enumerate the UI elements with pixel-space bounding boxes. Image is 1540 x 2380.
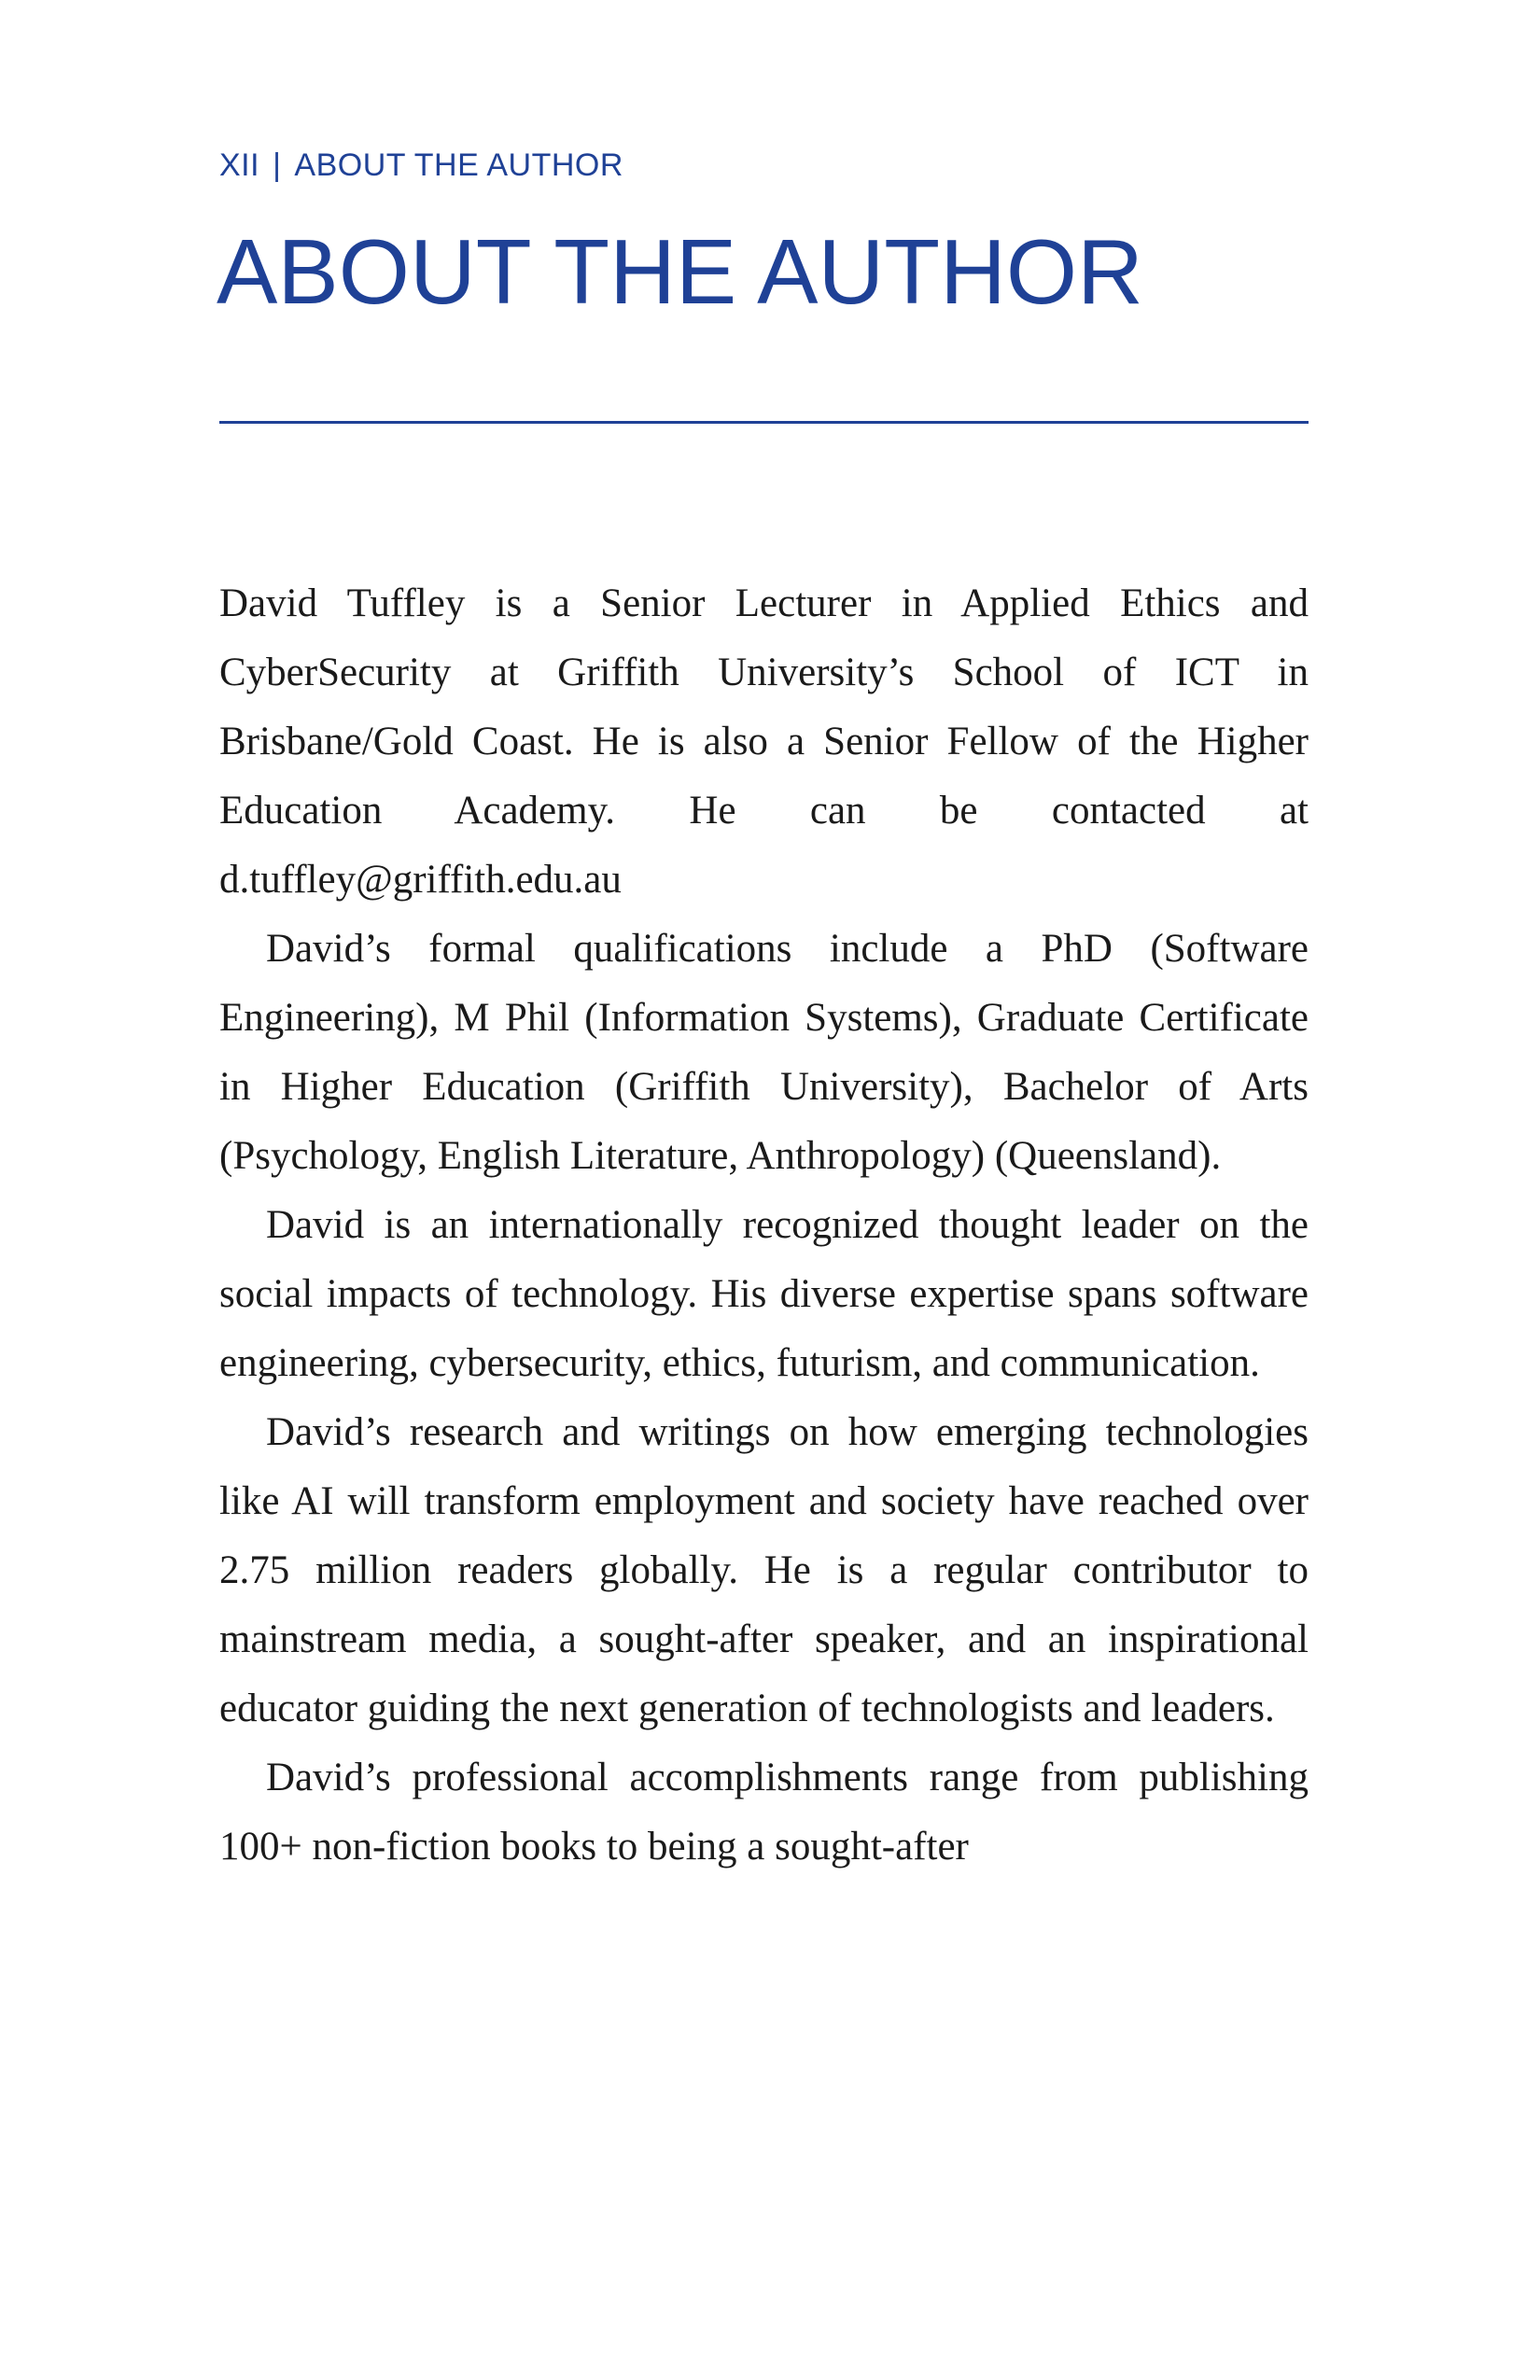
paragraph-4: David’s research and writings on how emerging technologies like AI will transform employment and society have reached over 2.75 million readers globally. He is a regular contributor to mainstream media, a sought-after speaker, and an inspirational educator guiding the next generation of technologists and leaders. xyxy=(219,1410,1309,1730)
chapter-title: ABOUT THE AUTHOR xyxy=(217,220,1143,323)
paragraph-5: David’s professional accomplishments range from publishing 100+ non-fiction books to being a sought-after xyxy=(219,1756,1309,1869)
running-head xyxy=(219,147,623,184)
title-divider xyxy=(219,421,1309,424)
paragraph-1: David Tuffley is a Senior Lecturer in Applied Ethics and CyberSecurity at Griffith University’s School of ICT in Brisbane/Gold Coast. He is also a Senior Fellow of the Higher Education Academy. He can be contacted at d.tuffley@griffith.edu.au xyxy=(219,581,1309,902)
running-head-separator: | xyxy=(273,147,282,183)
paragraph-2: David’s formal qualifications include a PhD (Software Engineering), M Phil (Information Systems), Graduate Certificate in Higher Education (Griffith University), Bachelor of Arts (Psychology, English Literature, Anthropology) (Queensland). xyxy=(219,927,1309,1178)
body-text xyxy=(219,569,1309,1882)
paragraph-3: David is an internationally recognized thought leader on the social impacts of technology. His diverse expertise spans software engineering, cybersecurity, ethics, futurism, and communication. xyxy=(219,1203,1309,1385)
running-head-section: ABOUT THE AUTHOR xyxy=(294,147,623,183)
page-number: XII xyxy=(219,147,260,183)
